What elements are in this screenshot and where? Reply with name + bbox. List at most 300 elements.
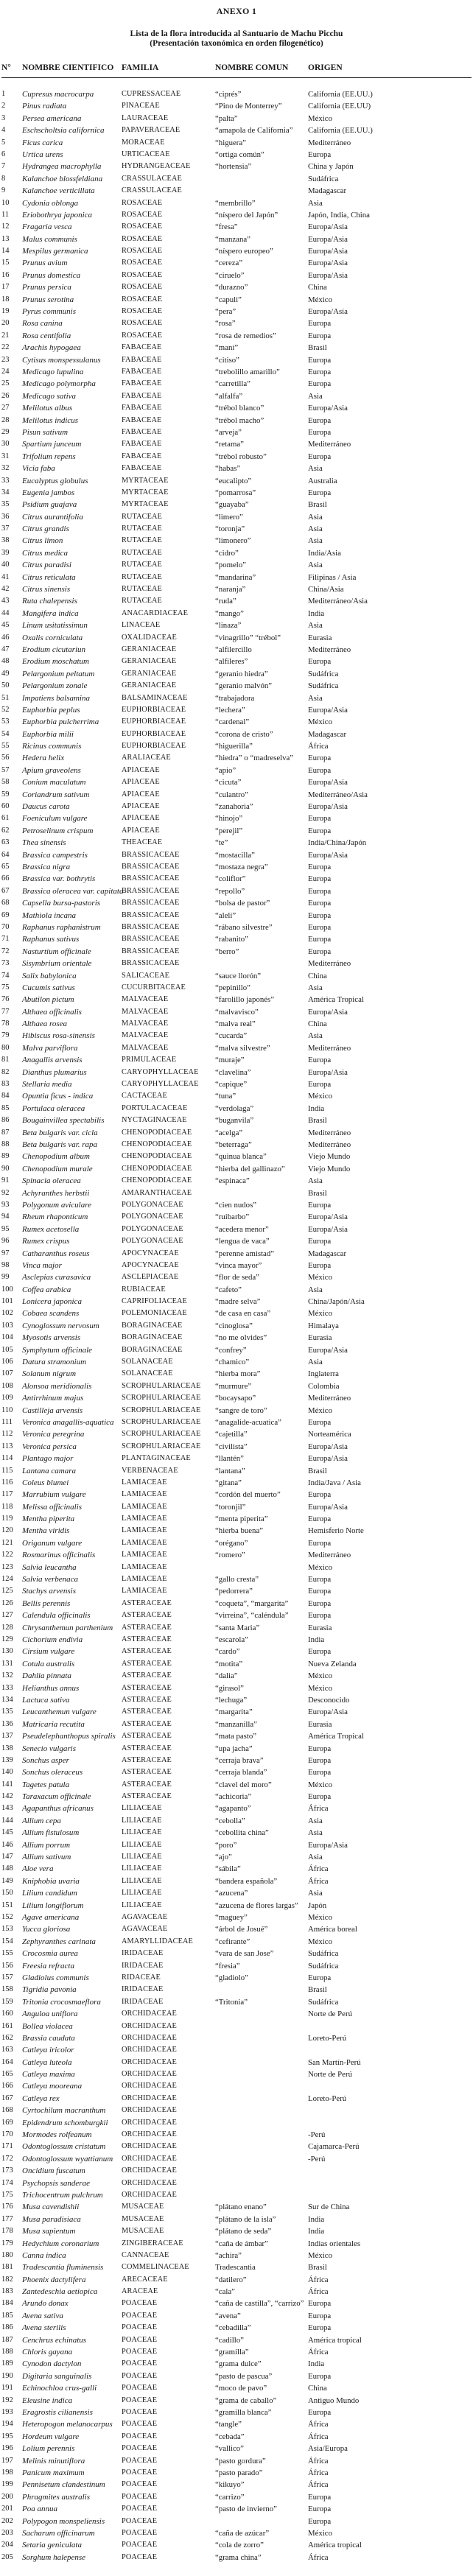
table-row xyxy=(1,1151,472,1162)
table-row xyxy=(1,1501,472,1513)
row-number: 138 xyxy=(1,1744,13,1752)
scientific-name: Phragmites australis xyxy=(22,2492,90,2502)
table-row xyxy=(1,2418,472,2430)
scientific-name: Gladiolus communis xyxy=(22,1973,89,1982)
scientific-name: Agave americana xyxy=(22,1912,80,1922)
scientific-name: Trifolium repens xyxy=(22,452,76,461)
table-row xyxy=(1,1948,472,1959)
family-name: LAMIACEAE xyxy=(122,1575,167,1584)
family-name: ASTERACEAE xyxy=(122,1623,172,1632)
row-number: 108 xyxy=(1,1381,13,1390)
scientific-name: Euphorbia milii xyxy=(22,729,74,739)
scientific-name: Veronica anagallis-aquatica xyxy=(22,1417,114,1427)
common-name: “linaza” xyxy=(215,621,242,631)
origin: Europa/Asia xyxy=(308,705,348,715)
scientific-name: Kalanchoe verticillata xyxy=(22,186,95,196)
scientific-name: Lonicera japonica xyxy=(22,1297,82,1307)
family-name: APIACEAE xyxy=(122,802,160,811)
family-name: BRASSICACEAE xyxy=(122,922,180,931)
family-name: LILIACEAE xyxy=(122,1876,162,1885)
origin: México xyxy=(308,1405,332,1415)
family-name: POACEAE xyxy=(122,2492,158,2501)
origin: Europa/Asia xyxy=(308,1067,348,1077)
origin: Himalaya xyxy=(308,1321,339,1330)
origin: América Tropical xyxy=(308,995,364,1005)
common-name: “pomarrosa” xyxy=(215,488,256,497)
common-name: “madre selva” xyxy=(215,1297,261,1307)
family-name: BRASSICACEAE xyxy=(122,886,180,895)
common-name: “murmure” xyxy=(215,1381,252,1391)
row-number: 85 xyxy=(1,1103,10,1112)
origin xyxy=(308,2117,472,2129)
family-name: CUCURBITACEAE xyxy=(122,983,186,992)
row-number: 185 xyxy=(1,2311,13,2320)
row-number: 172 xyxy=(1,2154,13,2163)
common-name: “cadillo” xyxy=(215,2335,244,2345)
common-name: “santa Maria” xyxy=(215,1623,260,1632)
family-name: FABACEAE xyxy=(122,391,162,400)
row-number: 106 xyxy=(1,1358,13,1366)
common-name: “vinagrillo” “trébol” xyxy=(215,633,281,642)
table-row xyxy=(1,1296,472,1308)
common-name: “menta piperita” xyxy=(215,1515,268,1524)
origin: América boreal xyxy=(308,1925,357,1934)
common-name: “vara de san Jose” xyxy=(215,1949,274,1959)
table-row xyxy=(1,933,472,945)
family-name: AMARANTHACEAE xyxy=(122,1188,192,1197)
scientific-name: Rheum rhaponticum xyxy=(22,1212,88,1222)
scientific-name: Origanum vulgare xyxy=(22,1538,83,1548)
table-row xyxy=(1,958,472,969)
column-header-family: FAMILIA xyxy=(122,63,159,72)
family-name: OXALIDACEAE xyxy=(122,633,177,642)
row-number: 46 xyxy=(1,633,10,642)
scientific-name: Persea americana xyxy=(22,113,82,123)
scientific-name: Citrus grandis xyxy=(22,524,69,534)
table-row xyxy=(1,2346,472,2358)
table-row xyxy=(1,366,472,378)
row-number: 55 xyxy=(1,742,10,751)
row-number: 123 xyxy=(1,1562,13,1571)
common-name: “flor de seda” xyxy=(215,1273,259,1282)
origin: Europa xyxy=(308,319,332,329)
row-number: 83 xyxy=(1,1080,10,1089)
table-row xyxy=(1,1308,472,1319)
scientific-name: Matricaria recutita xyxy=(22,1719,85,1729)
table-row xyxy=(1,946,472,958)
scientific-name: Hedera helix xyxy=(22,754,65,763)
common-name: “clavelina” xyxy=(215,1067,251,1077)
common-name: “alelí” xyxy=(215,910,236,920)
row-number: 77 xyxy=(1,1007,10,1016)
row-number: 79 xyxy=(1,1031,10,1040)
family-name: SCROPHULARIACEAE xyxy=(122,1394,201,1403)
origin: México xyxy=(308,1092,332,1101)
row-number: 72 xyxy=(1,947,10,955)
scientific-name: Catleya luteola xyxy=(22,2057,72,2067)
common-name: “zanahoria” xyxy=(215,802,253,812)
common-name: “cebollita china” xyxy=(215,1828,269,1838)
family-name: GERANIACEAE xyxy=(122,657,177,666)
common-name xyxy=(215,1562,308,1573)
origin: Europa xyxy=(308,1598,332,1608)
scientific-name: Beta bulgaris var. cicla xyxy=(22,1128,98,1137)
family-name: CACTACEAE xyxy=(122,1092,167,1101)
table-row xyxy=(1,813,472,824)
row-number: 139 xyxy=(1,1755,13,1764)
row-number: 56 xyxy=(1,754,10,762)
family-name: POACEAE xyxy=(122,2432,158,2440)
common-name: “hierba mora” xyxy=(215,1369,261,1379)
scientific-name: Petroselinum crispum xyxy=(22,826,94,835)
common-name: “pepinillo” xyxy=(215,983,250,992)
table-row xyxy=(1,740,472,752)
family-name: POLYGONACEAE xyxy=(122,1212,183,1221)
table-row xyxy=(1,994,472,1006)
family-name: LAMIACEAE xyxy=(122,1538,167,1547)
scientific-name: Zantedeschia aetiopica xyxy=(22,2287,98,2297)
origin: Mediterráneo xyxy=(308,959,351,969)
row-number: 25 xyxy=(1,379,10,388)
scientific-name: Cenchrus echinatus xyxy=(22,2335,87,2345)
row-number: 126 xyxy=(1,1598,13,1607)
scientific-name: Psidium guajava xyxy=(22,500,77,510)
row-number: 146 xyxy=(1,1840,13,1849)
common-name: “ruda” xyxy=(215,597,236,606)
common-name: “fresia” xyxy=(215,1961,240,1970)
row-number: 35 xyxy=(1,500,10,509)
family-name: HYDRANGEACEAE xyxy=(122,162,191,171)
row-number: 174 xyxy=(1,2178,13,2187)
origin: Europa xyxy=(308,899,332,908)
common-name: “bandera española” xyxy=(215,1876,278,1886)
row-number: 49 xyxy=(1,669,10,678)
table-row xyxy=(1,2539,472,2551)
row-number: 200 xyxy=(1,2492,13,2501)
row-number: 93 xyxy=(1,1200,10,1209)
scientific-name: Bollea violacea xyxy=(22,2021,73,2031)
origin: Europa xyxy=(308,765,332,775)
common-name: “virreina”, “caléndula” xyxy=(215,1611,289,1621)
family-name: FABACEAE xyxy=(122,404,162,413)
common-name xyxy=(215,2165,308,2177)
common-name: “perenne amistad” xyxy=(215,1249,275,1258)
table-row xyxy=(1,849,472,861)
common-name: “pasto gordura” xyxy=(215,2456,266,2466)
row-number: 176 xyxy=(1,2203,13,2211)
scientific-name: Mentha piperita xyxy=(22,1515,75,1524)
origin: -Perú xyxy=(308,2130,326,2140)
row-number: 74 xyxy=(1,971,10,980)
origin: México xyxy=(308,717,332,727)
origin: Loreto-Perú xyxy=(308,2033,347,2043)
common-name: “caña de castilla”, “carrizo” xyxy=(215,2299,304,2309)
family-name: ROSACEAE xyxy=(122,210,163,219)
origin: Europa xyxy=(308,1768,332,1777)
origin: Asia xyxy=(308,1285,323,1294)
family-name: ROSACEAE xyxy=(122,307,163,316)
family-name: FABACEAE xyxy=(122,355,162,364)
common-name xyxy=(215,2032,308,2044)
family-name: ASTERACEAE xyxy=(122,1683,172,1692)
origin: Europa xyxy=(308,1260,332,1270)
origin: Europa xyxy=(308,331,332,340)
table-row xyxy=(1,1332,472,1344)
origin: Japón xyxy=(308,1901,327,1910)
family-name: FABACEAE xyxy=(122,452,162,460)
scientific-name: Anguloa uniflora xyxy=(22,2010,78,2019)
table-row xyxy=(1,2382,472,2394)
row-number: 26 xyxy=(1,391,10,400)
family-name: CHENOPODIACEAE xyxy=(122,1152,192,1161)
scientific-name: Salvia leucantha xyxy=(22,1562,77,1572)
scientific-name: Thea sinensis xyxy=(22,838,66,848)
origin: Eurasia xyxy=(308,1333,332,1343)
common-name: “poro” xyxy=(215,1840,237,1850)
scientific-name: Lantana camara xyxy=(22,1466,77,1475)
family-name: CHENOPODIACEAE xyxy=(122,1140,192,1148)
common-name: “pasto de invierno” xyxy=(215,2505,277,2514)
scientific-name: Ficus carica xyxy=(22,138,63,147)
family-name: ROSACEAE xyxy=(122,283,163,292)
common-name: “higuera” xyxy=(215,138,246,147)
common-name xyxy=(215,1984,308,1996)
row-number: 60 xyxy=(1,802,10,811)
scientific-name: Linum usitatissimun xyxy=(22,621,88,631)
scientific-name: Epidendrum schomburgkii xyxy=(22,2118,108,2127)
family-name: SOLANACEAE xyxy=(122,1369,173,1378)
origin xyxy=(308,2021,472,2032)
row-number: 141 xyxy=(1,1780,13,1789)
scientific-name: Musa cavendishii xyxy=(22,2203,80,2212)
common-name: “plátano enano” xyxy=(215,2203,267,2212)
scientific-name: Capsella bursa-pastoris xyxy=(22,899,101,908)
origin: Europa/Asia xyxy=(308,1840,348,1850)
row-number: 16 xyxy=(1,270,10,279)
scientific-name: Setaria geniculata xyxy=(22,2541,82,2550)
family-name: MALVACEAE xyxy=(122,1007,169,1016)
scientific-name: Pelargonium zonale xyxy=(22,681,88,691)
scientific-name: Castilleja arvensis xyxy=(22,1405,83,1415)
row-number: 47 xyxy=(1,645,10,653)
scientific-name: Vicia faba xyxy=(22,464,55,474)
family-name: IRIDACEAE xyxy=(122,1949,164,1958)
scientific-name: Crocosmia aurea xyxy=(22,1949,78,1959)
family-name: POLEMONIACEAE xyxy=(122,1309,187,1318)
table-row xyxy=(1,2443,472,2454)
document-subtitle: (Presentación taxonómica en orden filogenético) xyxy=(150,39,323,48)
scientific-name: Dianthus plumarius xyxy=(22,1067,87,1077)
origin: África xyxy=(308,2432,329,2441)
table-row xyxy=(1,595,472,607)
table-row xyxy=(1,257,472,269)
scientific-name: Heteropogon melanocarpus xyxy=(22,2420,113,2429)
scientific-name: Lactuca sativa xyxy=(22,1695,70,1705)
row-number: 121 xyxy=(1,1538,13,1547)
origin: Europa xyxy=(308,814,332,824)
origin: Europa xyxy=(308,1647,332,1657)
scientific-name: Salvia verbenaca xyxy=(22,1575,79,1584)
common-name xyxy=(215,2057,308,2068)
table-row xyxy=(1,499,472,510)
origin: Europa xyxy=(308,452,332,461)
origin: Europa xyxy=(308,754,332,763)
family-name: LAMIACEAE xyxy=(122,1490,167,1499)
table-row xyxy=(1,2298,472,2309)
common-name: “limero” xyxy=(215,512,243,522)
common-name: “hinojo” xyxy=(215,814,243,824)
origin: Asia xyxy=(308,1358,323,1367)
common-name: “cardo” xyxy=(215,1647,240,1657)
origin: Eurasia xyxy=(308,1623,332,1632)
scientific-name: Malva parviflora xyxy=(22,1043,78,1053)
origin: América tropical xyxy=(308,2541,362,2550)
origin: África xyxy=(308,742,329,751)
row-number: 137 xyxy=(1,1732,13,1741)
common-name: “maní” xyxy=(215,343,239,353)
common-name: “kikuyo” xyxy=(215,2480,245,2490)
row-number: 62 xyxy=(1,826,10,835)
scientific-name: Apium graveolens xyxy=(22,765,81,775)
origin: México xyxy=(308,1912,332,1922)
row-number: 201 xyxy=(1,2505,13,2513)
table-row xyxy=(1,1441,472,1453)
row-number: 58 xyxy=(1,778,10,787)
scientific-name: Chrysanthemun parthenium xyxy=(22,1623,113,1632)
family-name: LAURACEAE xyxy=(122,113,169,122)
common-name: “agapanto” xyxy=(215,1804,251,1814)
table-row xyxy=(1,1260,472,1271)
common-name: “maguey” xyxy=(215,1912,248,1922)
row-number: 184 xyxy=(1,2299,13,2308)
family-name: ASTERACEAE xyxy=(122,1659,172,1668)
row-number: 148 xyxy=(1,1864,13,1873)
family-name: ANACARDIACEAE xyxy=(122,608,188,617)
scientific-name: Althaea officinalis xyxy=(22,1007,82,1017)
common-name: “no me olvides” xyxy=(215,1333,267,1343)
scientific-name: Foeniculum vulgare xyxy=(22,814,88,824)
origin: Europa xyxy=(308,1056,332,1065)
origin: India xyxy=(308,2214,325,2224)
scientific-name: Medicago sativa xyxy=(22,391,77,401)
origin: Indias orientales xyxy=(308,2239,361,2248)
common-name: “verdolaga” xyxy=(215,1103,254,1113)
table-row xyxy=(1,1585,472,1597)
row-number: 89 xyxy=(1,1152,10,1161)
common-name: “capique” xyxy=(215,1080,248,1089)
scientific-name: Cotula australis xyxy=(22,1659,75,1668)
row-number: 119 xyxy=(1,1515,13,1523)
common-name: “plátano de la isla” xyxy=(215,2214,276,2224)
table-row xyxy=(1,656,472,667)
row-number: 87 xyxy=(1,1128,10,1137)
family-name: ASTERACEAE xyxy=(122,1732,172,1741)
origin: África xyxy=(308,2480,329,2490)
table-row xyxy=(1,1923,472,1935)
family-name: PRIMULACEAE xyxy=(122,1056,177,1064)
scientific-name: Pelargonium peltatum xyxy=(22,669,95,678)
origin: Europa/Asia xyxy=(308,850,348,860)
table-row xyxy=(1,124,472,136)
row-number: 169 xyxy=(1,2118,13,2127)
table-row xyxy=(1,1972,472,1984)
common-name: Tradescantia xyxy=(215,2263,256,2273)
table-row xyxy=(1,1863,472,1875)
origin: Mediterráneo xyxy=(308,1128,351,1137)
scientific-name: Brassica campestris xyxy=(22,850,88,860)
origin: India xyxy=(308,1635,325,1644)
scientific-name: Erodium cicutariun xyxy=(22,645,86,654)
family-name: MORACEAE xyxy=(122,138,165,147)
table-row xyxy=(1,1175,472,1187)
row-number: 128 xyxy=(1,1623,13,1632)
table-row xyxy=(1,1248,472,1260)
scientific-name: Melilotus albus xyxy=(22,404,73,413)
row-number: 66 xyxy=(1,874,10,883)
table-row xyxy=(1,2214,472,2225)
row-number: 37 xyxy=(1,524,10,533)
family-name: ASTERACEAE xyxy=(122,1647,172,1656)
family-name: LAMIACEAE xyxy=(122,1587,167,1596)
scientific-name: Eucalyptus globulus xyxy=(22,476,88,485)
row-number: 186 xyxy=(1,2323,13,2332)
origin: Europa/Asia xyxy=(308,259,348,268)
common-name: “achicoria” xyxy=(215,1792,252,1802)
family-name: IRIDACEAE xyxy=(122,1997,164,2006)
row-number: 170 xyxy=(1,2130,13,2139)
row-number: 3 xyxy=(1,113,6,122)
common-name: “cardenal” xyxy=(215,717,250,727)
row-number: 145 xyxy=(1,1828,13,1837)
scientific-name: Symphytum officinale xyxy=(22,1345,93,1355)
family-name: CRASSULACEAE xyxy=(122,186,182,195)
table-row xyxy=(1,378,472,390)
table-row xyxy=(1,716,472,728)
family-name: BORAGINACEAE xyxy=(122,1333,183,1342)
table-row xyxy=(1,245,472,257)
scientific-name: Plantago major xyxy=(22,1454,74,1464)
row-number: 4 xyxy=(1,126,6,135)
family-name: POACEAE xyxy=(122,2480,158,2489)
common-name: “grama de caballo” xyxy=(215,2396,277,2405)
common-name: “te” xyxy=(215,838,228,848)
family-name: ORCHIDACEAE xyxy=(122,2046,177,2054)
family-name: ASTERACEAE xyxy=(122,1635,172,1643)
origin: Europa xyxy=(308,2299,332,2309)
row-number: 127 xyxy=(1,1611,13,1620)
family-name: SCROPHULARIACEAE xyxy=(122,1417,201,1426)
common-name xyxy=(215,2068,308,2080)
origin: Europa xyxy=(308,1538,332,1548)
common-name xyxy=(215,2141,308,2152)
scientific-name: Cichorium endivia xyxy=(22,1635,83,1644)
table-row xyxy=(1,1646,472,1657)
origin: Japón, India, China xyxy=(308,210,370,220)
family-name: APIACEAE xyxy=(122,826,160,835)
scientific-name: Anagallis arvensis xyxy=(22,1056,83,1065)
common-name: “guayaba” xyxy=(215,500,249,510)
table-row xyxy=(1,1090,472,1102)
origin xyxy=(308,2105,472,2116)
common-name: “fresa” xyxy=(215,222,238,232)
origin: Asia xyxy=(308,391,323,401)
scientific-name: Hedychium coronarium xyxy=(22,2239,99,2248)
origin: Europa xyxy=(308,2371,332,2381)
scientific-name: Citrus paradisi xyxy=(22,561,71,570)
row-number: 192 xyxy=(1,2396,13,2404)
scientific-name: Pinus radiata xyxy=(22,102,67,111)
common-name: “trébol macho” xyxy=(215,415,264,425)
